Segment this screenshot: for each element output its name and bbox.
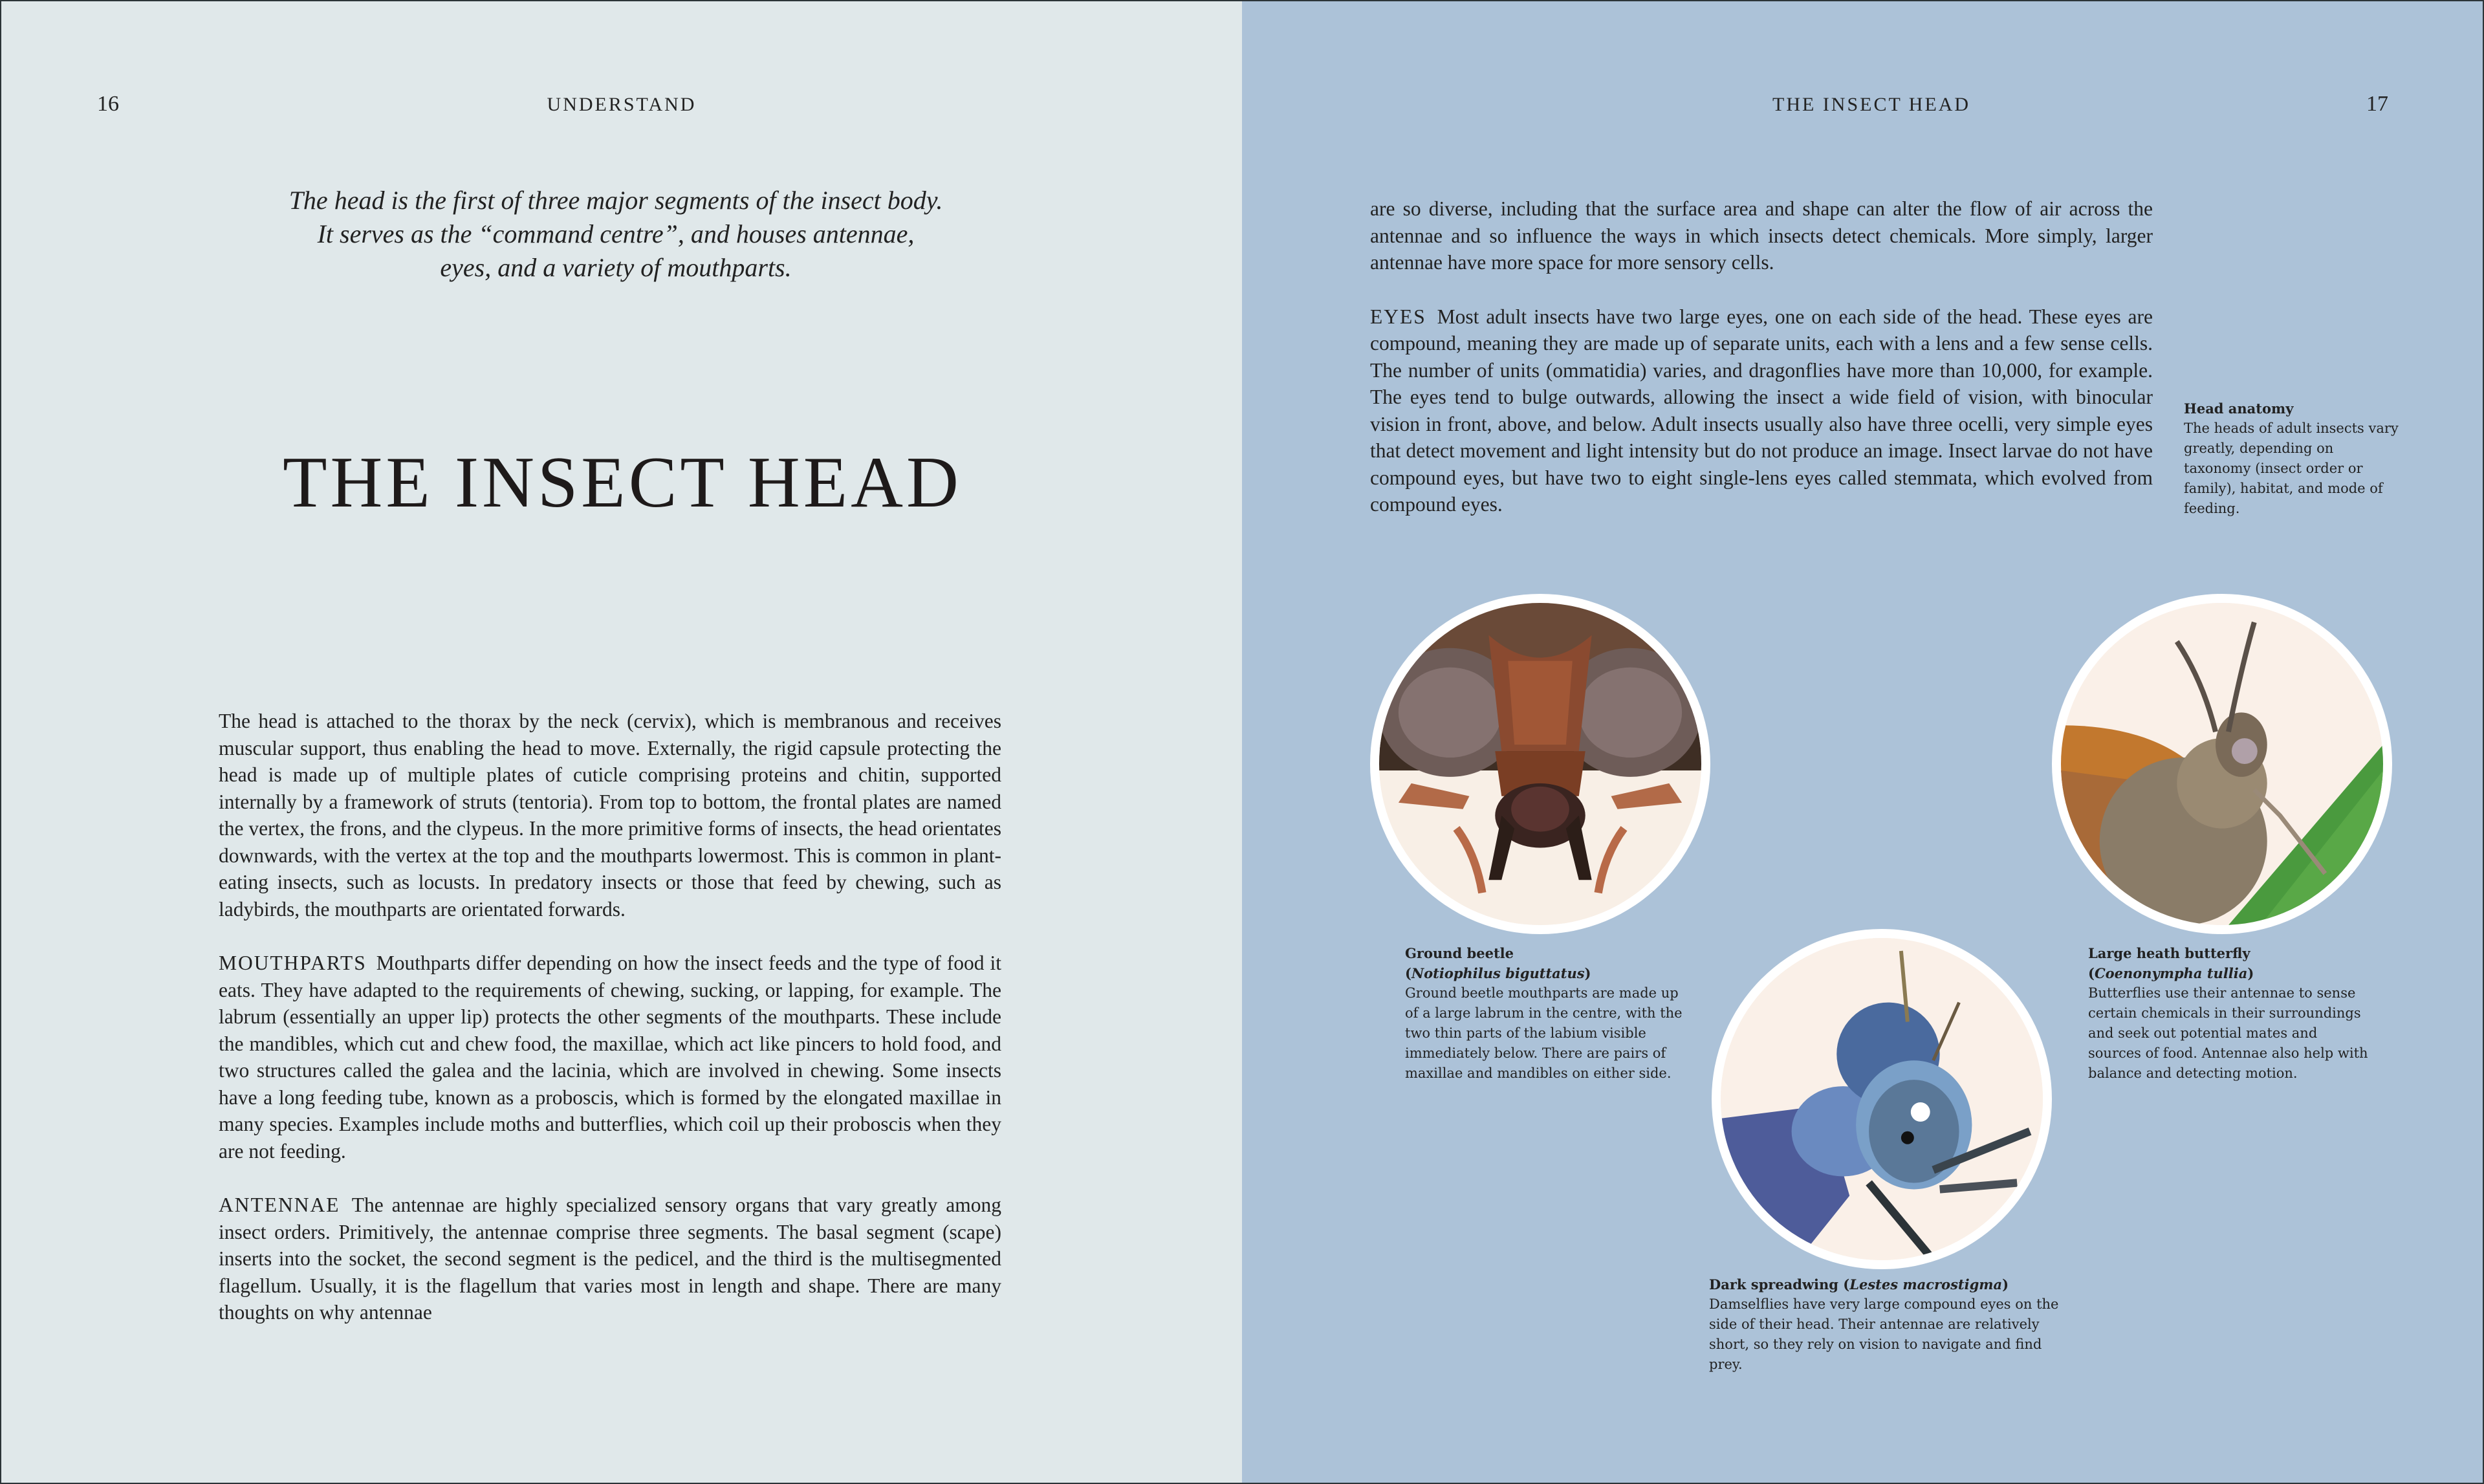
running-head: UNDERSTAND bbox=[547, 94, 697, 115]
left-page bbox=[1, 1, 1242, 1483]
caption-scientific-name: (Coenonympha tullia) bbox=[2088, 965, 2254, 981]
page-title: THE INSECT HEAD bbox=[283, 442, 962, 523]
right-page bbox=[1242, 1, 2483, 1483]
page-number: 16 bbox=[97, 92, 119, 116]
butterfly-illustration bbox=[2061, 603, 2383, 925]
sidebar-head-anatomy bbox=[2184, 398, 2404, 519]
paragraph-text: are so diverse, including that the surface area and shape can alter the flow of air across the antennae and so influence the ways in which insects detect chemicals. More simply, larger antennae have more space for more sensory cells. bbox=[1370, 197, 2153, 274]
caption-damselfly bbox=[1709, 1274, 2071, 1375]
paragraph-eyes bbox=[1370, 303, 2153, 518]
caption-text: Damselflies have very large compound eyes on the side of their head. Their antennae are relatively short, so they rely on vision to navigate and find prey. bbox=[1709, 1296, 2059, 1372]
butterfly-image bbox=[2052, 594, 2392, 934]
damselfly-illustration bbox=[1721, 938, 2043, 1260]
paragraph-mouthparts bbox=[219, 950, 1001, 1164]
book-spread bbox=[1, 1, 2483, 1483]
intro-standfirst bbox=[195, 184, 1036, 285]
caption-text: Ground beetle mouthparts are made up of a large labrum in the centre, with the two thin parts of the labium visible immediately below. There are pairs of maxillae and mandibles on either side. bbox=[1405, 985, 1683, 1081]
ground-beetle-image bbox=[1370, 594, 1710, 934]
intro-line: It serves as the “command centre”, and houses antennae, bbox=[317, 219, 915, 248]
paragraph-text: Mouthparts differ depending on how the insect feeds and the type of food it eats. They have adapted to the requirements of chewing, sucking, or lapping, for example. The labrum (essentially an upper lip) protects the other segments of the mouthparts. These include the mandibles, which cut and chew food, the maxillae, which act like pincers to hold food, and two structures called the galea and the lacinia, which are involved in chewing. Some insects have a long feeding tube, known as a proboscis, which is formed by the elongated maxillae in many species. Examples include moths and butterflies, which coil up their proboscis when they are not feeding. bbox=[219, 952, 1001, 1162]
sidebar-text: The heads of adult insects vary greatly, depending on taxonomy (insect order or family), habitat, and mode of feeding. bbox=[2184, 420, 2399, 516]
sidebar-title: Head anatomy bbox=[2184, 400, 2294, 417]
intro-line: eyes, and a variety of mouthparts. bbox=[440, 253, 792, 282]
section-lead-mouthparts: MOUTHPARTS bbox=[219, 952, 367, 974]
caption-butterfly bbox=[2088, 943, 2373, 1084]
body-text-right bbox=[1370, 195, 2153, 545]
section-lead-antennae: ANTENNAE bbox=[219, 1194, 340, 1216]
paragraph-text: Most adult insects have two large eyes, one on each side of the head. These eyes are compound, meaning they are made up of separate units, each with a lens and a few sense cells. The number of units (ommatidia) varies, and dragonflies have more than 10,000, for example. The eyes tend to bulge outwards, allowing the insect a wide field of vision, with binocular vision in front, above, and below. Adult insects usually also have three ocelli, very simple eyes that detect movement and light intensity but do not produce an image. Insect larvae do not have compound eyes, but have two to eight single-lens eyes called stemmata, which evolved from compound eyes. bbox=[1370, 305, 2153, 516]
ground-beetle-illustration bbox=[1379, 603, 1701, 925]
running-head: THE INSECT HEAD bbox=[1772, 94, 1971, 115]
paragraph-antennae-cont bbox=[1370, 195, 2153, 276]
caption-common-name: Large heath butterfly bbox=[2088, 945, 2250, 961]
page-number: 17 bbox=[2366, 92, 2388, 116]
body-text-left bbox=[219, 708, 1001, 1353]
section-lead-eyes: EYES bbox=[1370, 305, 1426, 328]
caption-text: Butterflies use their antennae to sense certain chemicals in their surroundings and seek out potential mates and sources of food. Antennae also help with balance and detecting motion. bbox=[2088, 985, 2368, 1081]
paragraph-head-intro bbox=[219, 708, 1001, 922]
caption-scientific-name: (Notiophilus biguttatus) bbox=[1405, 965, 1591, 981]
caption-ground-beetle bbox=[1405, 943, 1683, 1084]
damselfly-image bbox=[1712, 929, 2052, 1269]
paragraph-antennae bbox=[219, 1192, 1001, 1326]
paragraph-text: The head is attached to the thorax by the neck (cervix), which is membranous and receives muscular support, thus enabling the head to move. Externally, the rigid capsule protecting the head is made up of multiple plates of cuticle comprising proteins and chitin, supported internally by a framework of struts (tentoria). From top to bottom, the frontal plates are named the vertex, the frons, and the clypeus. In the more primitive forms of insects, the head orientates downwards, with the vertex at the top and the mouthparts lowermost. This is common in plant-eating insects, such as locusts. In predatory insects or those that feed by chewing, such as ladybirds, the mouthparts are orientated forwards. bbox=[219, 710, 1001, 921]
paragraph-text: The antennae are highly specialized sensory organs that vary greatly among insect orders. Primitively, the antennae comprise three segments. The basal segment (scape) inserts into the socket, the second segment is the pedicel, and the third is the multisegmented flagellum. Usually, it is the flagellum that varies most in length and shape. There are many thoughts on why antennae bbox=[219, 1194, 1001, 1324]
caption-common-name: Ground beetle bbox=[1405, 945, 1514, 961]
intro-line: The head is the first of three major segments of the insect body. bbox=[289, 186, 943, 215]
caption-title: Dark spreadwing (Lestes macrostigma) bbox=[1709, 1276, 2009, 1293]
